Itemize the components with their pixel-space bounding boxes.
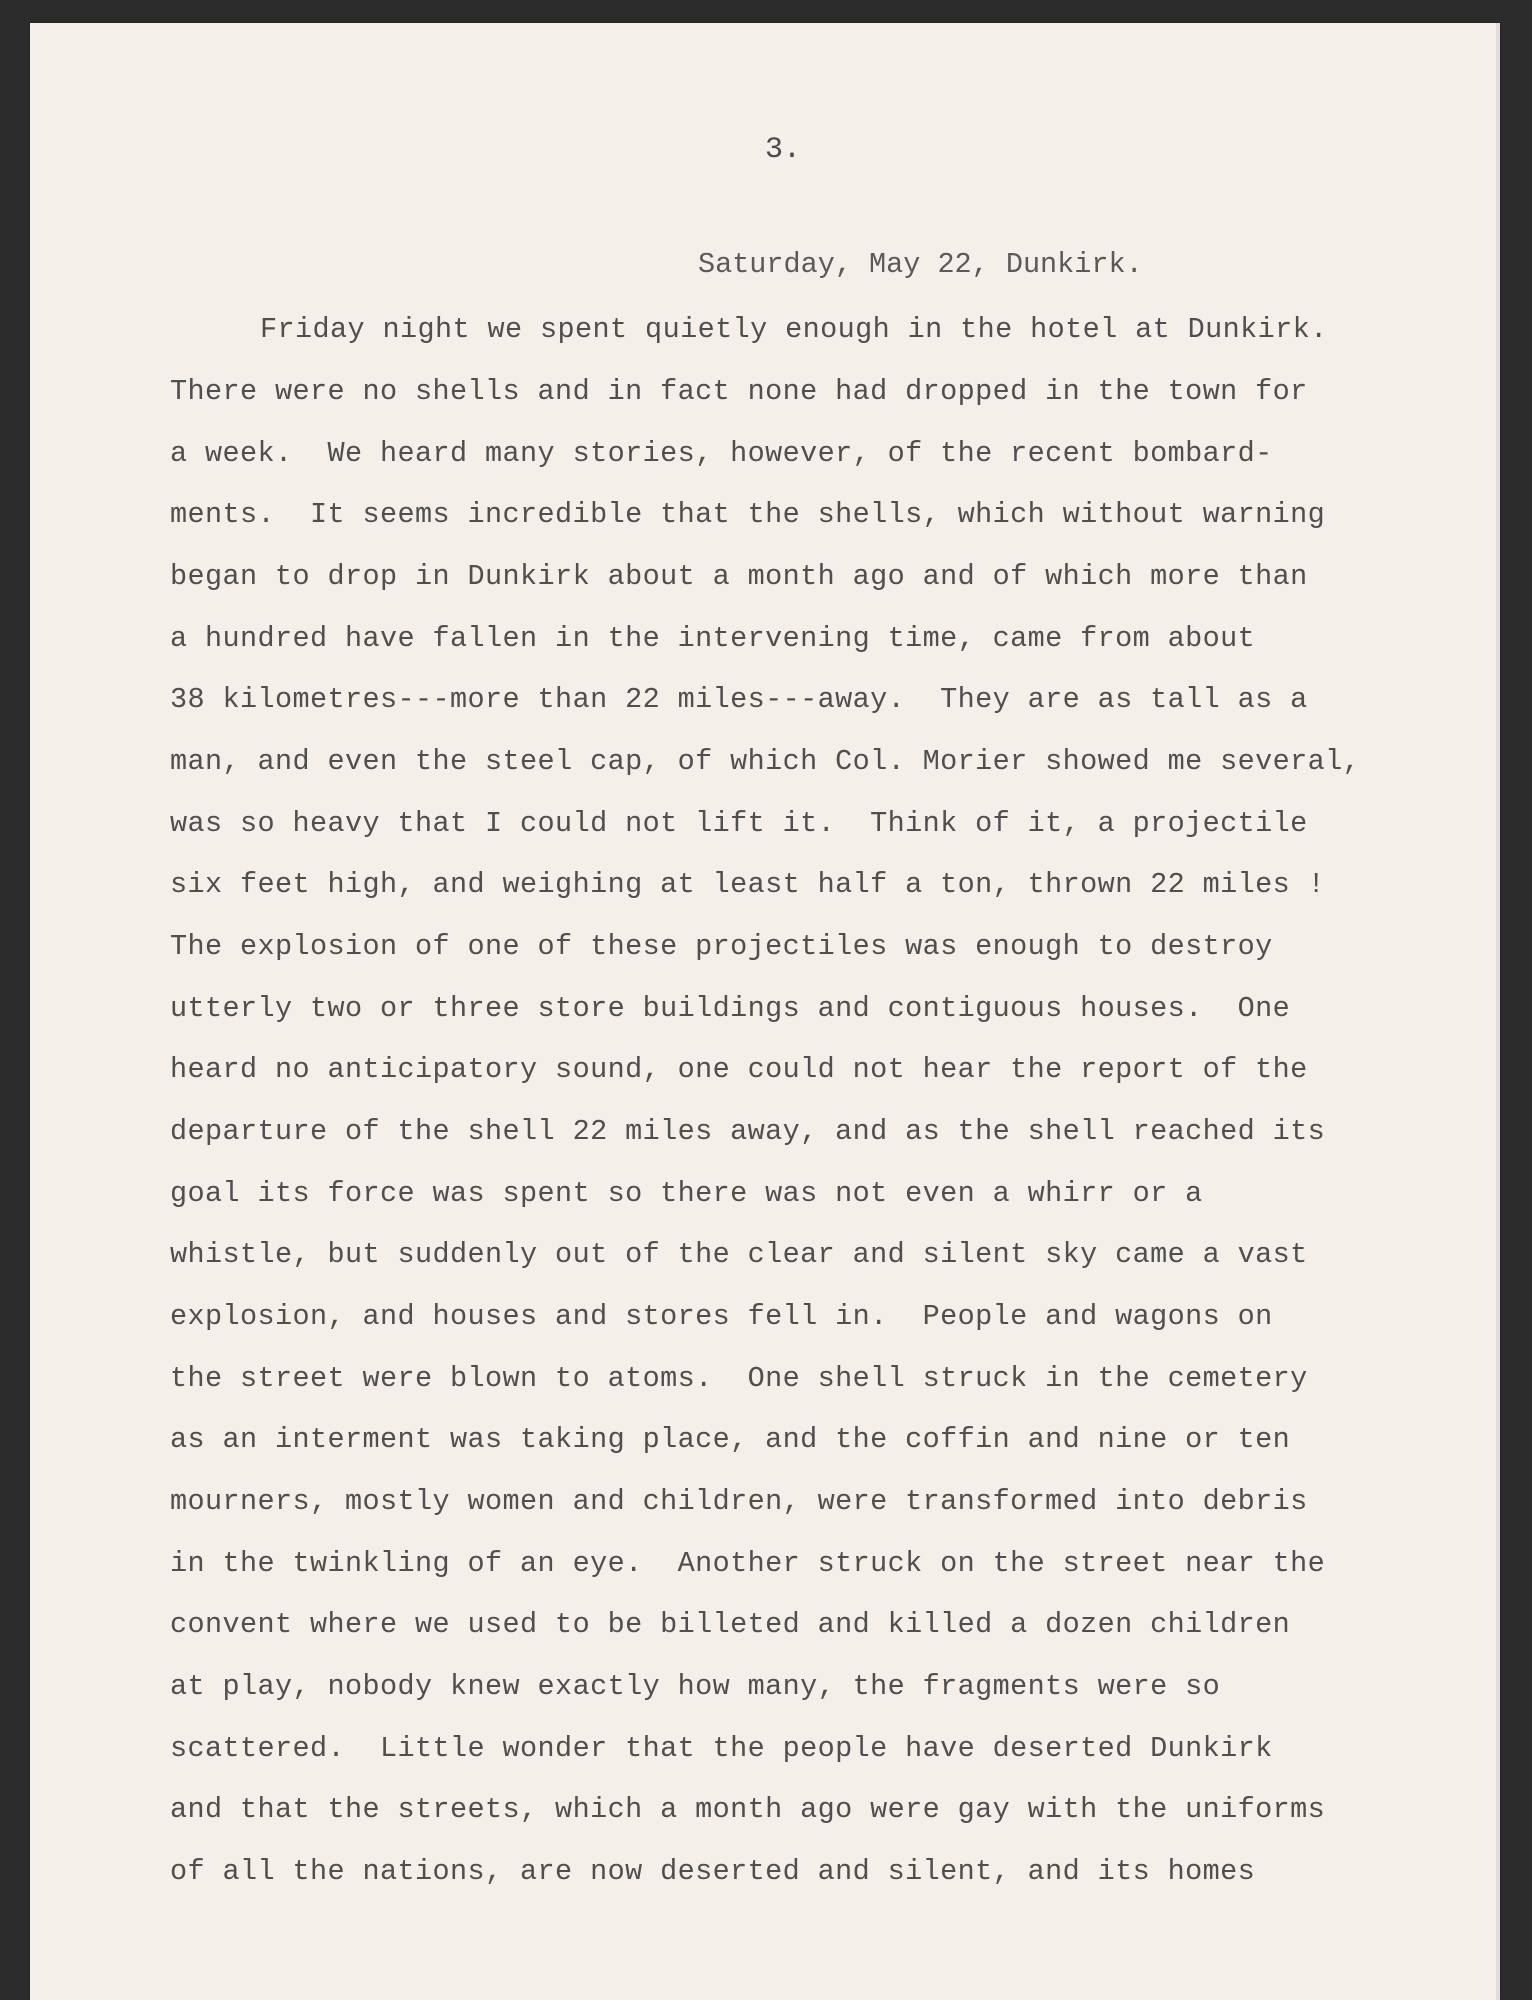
text-line: and that the streets, which a month ago were gay with the uniforms	[170, 1793, 1326, 1826]
text-line: 38 kilometres---more than 22 miles---away. They are as tall as a	[170, 683, 1308, 716]
text-line: was so heavy that I could not lift it. Think of it, a projectile	[170, 807, 1308, 840]
text-line: began to drop in Dunkirk about a month ago and of which more than	[170, 560, 1308, 593]
text-line: six feet high, and weighing at least half a ton, thrown 22 miles !	[170, 868, 1326, 901]
typescript-page	[30, 23, 1500, 2000]
dateline: Saturday, May 22, Dunkirk.	[698, 248, 1143, 281]
text-line: man, and even the steel cap, of which Col. Morier showed me several,	[170, 745, 1361, 778]
text-line: Friday night we spent quietly enough in the hotel at Dunkirk.	[260, 313, 1328, 346]
text-line: of all the nations, are now deserted and silent, and its homes	[170, 1855, 1256, 1888]
text-line: as an interment was taking place, and the coffin and nine or ten	[170, 1423, 1291, 1456]
text-line: goal its force was spent so there was not even a whirr or a	[170, 1177, 1203, 1210]
page-edge-shadow	[1496, 23, 1500, 2000]
text-line: a week. We heard many stories, however, of the recent bombard-	[170, 437, 1273, 470]
text-line: The explosion of one of these projectiles was enough to destroy	[170, 930, 1273, 963]
text-line: convent where we used to be billeted and killed a dozen children	[170, 1608, 1291, 1641]
text-line: explosion, and houses and stores fell in. People and wagons on	[170, 1300, 1273, 1333]
text-line: There were no shells and in fact none had dropped in the town for	[170, 375, 1308, 408]
text-line: at play, nobody knew exactly how many, the fragments were so	[170, 1670, 1221, 1703]
text-line: whistle, but suddenly out of the clear and silent sky came a vast	[170, 1238, 1308, 1271]
text-line: ments. It seems incredible that the shells, which without warning	[170, 498, 1326, 531]
text-line: mourners, mostly women and children, were transformed into debris	[170, 1485, 1308, 1518]
text-line: utterly two or three store buildings and contiguous houses. One	[170, 992, 1291, 1025]
text-line: departure of the shell 22 miles away, and as the shell reached its	[170, 1115, 1326, 1148]
page-number: 3.	[765, 133, 802, 167]
text-line: heard no anticipatory sound, one could not hear the report of the	[170, 1053, 1308, 1086]
text-line: scattered. Little wonder that the people have deserted Dunkirk	[170, 1732, 1273, 1765]
text-line: the street were blown to atoms. One shell struck in the cemetery	[170, 1362, 1308, 1395]
text-line: a hundred have fallen in the intervening time, came from about	[170, 622, 1256, 655]
text-line: in the twinkling of an eye. Another struck on the street near the	[170, 1547, 1326, 1580]
